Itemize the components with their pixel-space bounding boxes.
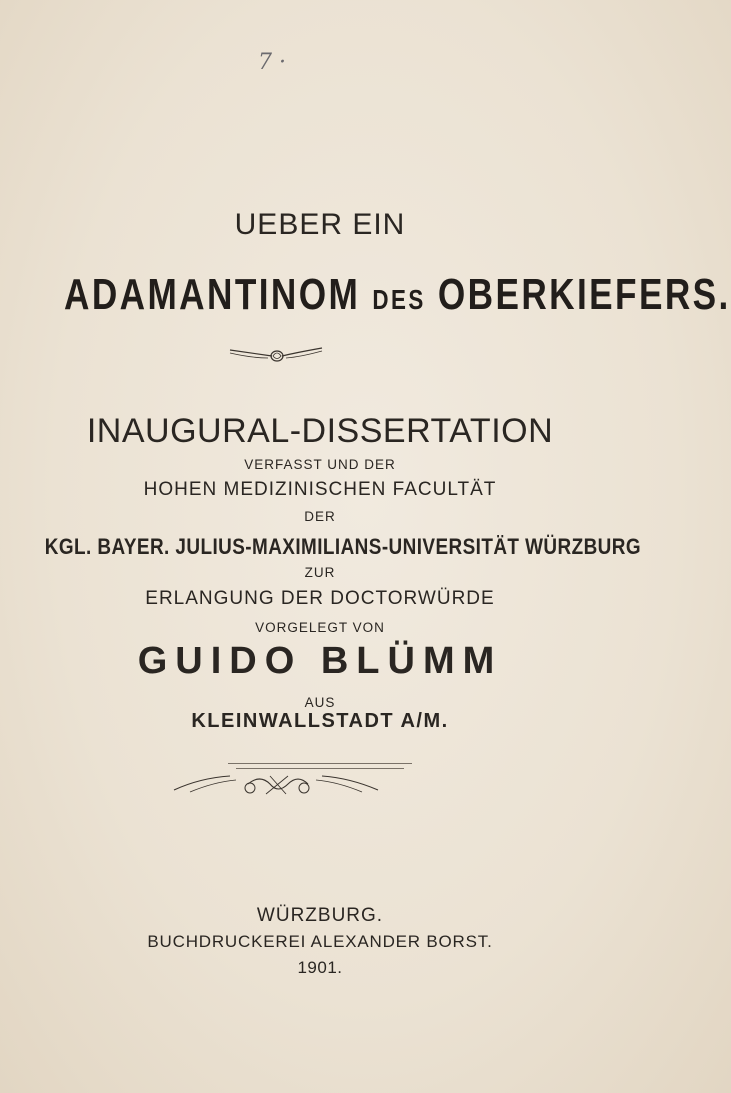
title-line-1: UEBER EIN [234, 208, 406, 241]
pencil-mark: 7 · [258, 50, 286, 75]
title-word-des: DES [372, 284, 426, 315]
presented-by-line: VORGELEGT VON [255, 620, 385, 635]
dissertation-heading: INAUGURAL-DISSERTATION [86, 412, 554, 450]
title-line-2 [64, 270, 731, 320]
imprint-year: 1901. [297, 958, 343, 977]
university-line: KGL. BAYER. JULIUS-MAXIMILIANS-UNIVERSITÄT WÜRZBURG [44, 534, 641, 559]
title-word-oberkiefers: OBERKIEFERS. [437, 270, 731, 319]
author-name: GUIDO BLÜMM [137, 640, 503, 682]
dissertation-der: DER [304, 509, 336, 524]
hometown: KLEINWALLSTADT A/M. [191, 710, 449, 732]
bottom-ornament [170, 772, 382, 798]
rule-top [228, 763, 412, 764]
title-word-adamantinom: ADAMANTINOM [64, 270, 361, 319]
rule-bottom [236, 768, 404, 769]
dissertation-zur: ZUR [304, 565, 336, 580]
faculty-line: HOHEN MEDIZINISCHEN FACULTÄT [143, 479, 497, 500]
dissertation-line-1: VERFASST UND DER [244, 457, 396, 472]
imprint-city: WÜRZBURG. [256, 905, 384, 926]
from-label: AUS [304, 695, 336, 710]
degree-line: ERLANGUNG DER DOCTORWÜRDE [145, 588, 495, 609]
top-ornament [228, 345, 324, 363]
imprint-printer: BUCHDRUCKEREI ALEXANDER BORST. [147, 932, 493, 951]
